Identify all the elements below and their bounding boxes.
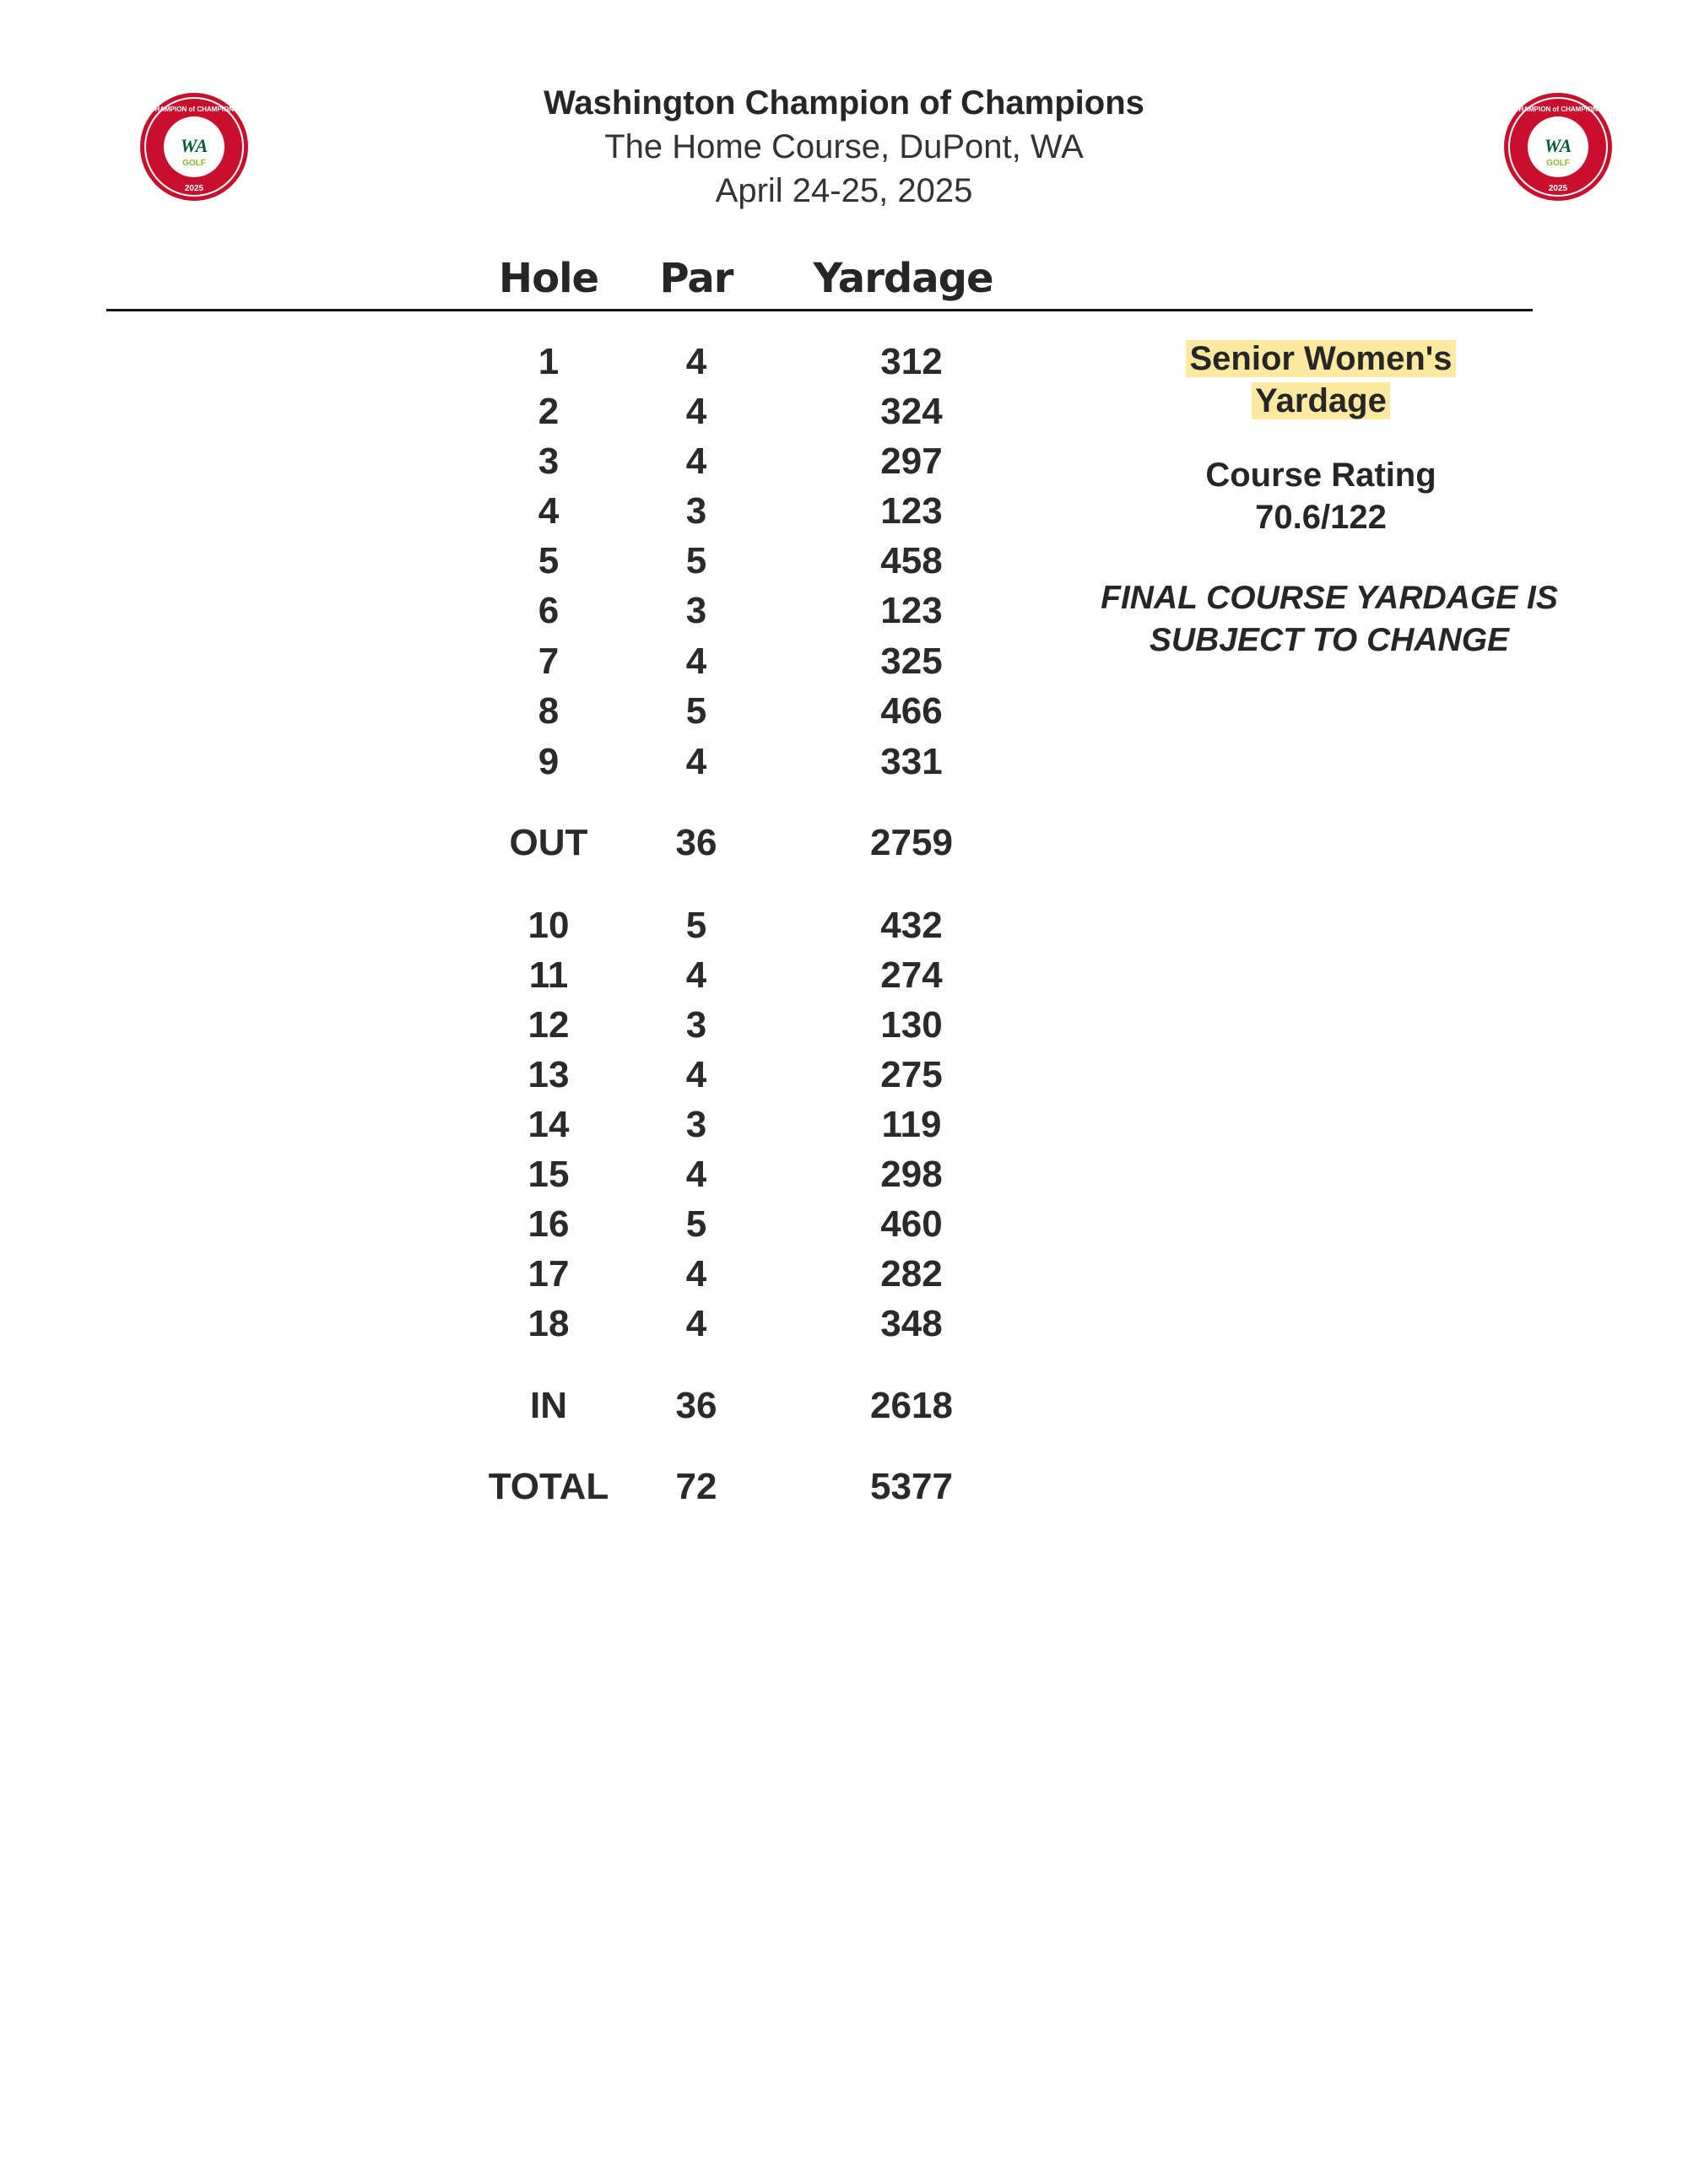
hole-par: 5 bbox=[685, 690, 707, 732]
total-yardage: 5377 bbox=[870, 1466, 953, 1507]
hole-number: 14 bbox=[528, 1104, 570, 1145]
logo-year: 2025 bbox=[184, 184, 204, 193]
hole-par: 5 bbox=[685, 905, 707, 946]
hole-number: 17 bbox=[528, 1253, 570, 1295]
hole-yardage: 331 bbox=[880, 741, 943, 782]
course-rating bbox=[1072, 454, 1570, 538]
in-yardage: 2618 bbox=[870, 1385, 953, 1426]
hole-number: 5 bbox=[538, 540, 560, 581]
hole-yardage: 130 bbox=[880, 1004, 943, 1046]
hole-yardage: 298 bbox=[880, 1154, 943, 1195]
total-par: 72 bbox=[675, 1466, 717, 1507]
course-rating-label: Course Rating bbox=[1205, 457, 1436, 494]
hole-par: 4 bbox=[685, 441, 707, 482]
hole-yardage: 458 bbox=[880, 540, 943, 581]
logo-sub: GOLF bbox=[182, 159, 206, 168]
hole-number: 16 bbox=[528, 1203, 570, 1245]
hole-yardage: 274 bbox=[880, 954, 943, 996]
out-label: OUT bbox=[509, 822, 588, 863]
hole-number: 15 bbox=[528, 1154, 570, 1195]
hole-par: 4 bbox=[685, 1154, 707, 1195]
yardage-notice bbox=[1055, 577, 1604, 662]
hole-number: 11 bbox=[528, 954, 569, 996]
hole-yardage: 123 bbox=[880, 590, 943, 631]
out-par: 36 bbox=[675, 822, 717, 863]
notice-line-2: SUBJECT TO CHANGE bbox=[1149, 622, 1510, 658]
hole-par: 5 bbox=[685, 1203, 707, 1245]
hole-number: 6 bbox=[538, 590, 560, 631]
event-venue: The Home Course, DuPont, WA bbox=[604, 128, 1084, 165]
hole-yardage: 348 bbox=[880, 1303, 943, 1344]
in-label: IN bbox=[530, 1385, 567, 1426]
logo-year: 2025 bbox=[1548, 184, 1568, 193]
hole-par: 4 bbox=[685, 954, 707, 996]
logo-top-text: CHAMPION of CHAMPIONS bbox=[149, 105, 239, 113]
hole-yardage: 123 bbox=[880, 490, 943, 532]
hole-number: 3 bbox=[538, 441, 560, 482]
event-title: Washington Champion of Champions bbox=[544, 84, 1144, 122]
hole-number: 4 bbox=[538, 490, 560, 532]
column-header-yardage: Yardage bbox=[813, 255, 993, 302]
out-yardage: 2759 bbox=[870, 822, 953, 863]
hole-par: 4 bbox=[685, 1253, 707, 1295]
course-rating-value: 70.6/122 bbox=[1255, 499, 1387, 536]
logo-top-text: CHAMPION of CHAMPIONS bbox=[1513, 105, 1603, 113]
hole-par: 4 bbox=[685, 391, 707, 432]
hole-par: 5 bbox=[685, 540, 707, 581]
hole-number: 18 bbox=[528, 1303, 570, 1344]
hole-yardage: 275 bbox=[880, 1054, 943, 1095]
hole-number: 8 bbox=[538, 690, 560, 732]
hole-par: 4 bbox=[685, 1054, 707, 1095]
hole-yardage: 282 bbox=[880, 1253, 943, 1295]
hole-yardage: 312 bbox=[880, 341, 943, 382]
division-label bbox=[1072, 338, 1570, 422]
logo-mark: WA bbox=[1544, 135, 1572, 156]
hole-par: 3 bbox=[685, 1104, 707, 1145]
hole-par: 4 bbox=[685, 1303, 707, 1344]
hole-yardage: 460 bbox=[880, 1203, 943, 1245]
hole-yardage: 324 bbox=[880, 391, 943, 432]
hole-number: 13 bbox=[528, 1054, 570, 1095]
in-par: 36 bbox=[675, 1385, 717, 1426]
logo-mark: WA bbox=[180, 135, 208, 156]
hole-yardage: 297 bbox=[880, 441, 943, 482]
hole-number: 7 bbox=[538, 641, 560, 682]
logo-sub: GOLF bbox=[1546, 159, 1570, 168]
hole-number: 9 bbox=[538, 741, 560, 782]
hole-par: 4 bbox=[685, 641, 707, 682]
hole-yardage: 119 bbox=[881, 1104, 942, 1145]
hole-yardage: 466 bbox=[880, 690, 943, 732]
column-header-par: Par bbox=[659, 255, 733, 302]
hole-par: 3 bbox=[685, 490, 707, 532]
page-header bbox=[0, 81, 1688, 213]
hole-number: 1 bbox=[538, 341, 560, 382]
column-header-hole: Hole bbox=[498, 255, 599, 302]
hole-yardage: 325 bbox=[880, 641, 943, 682]
hole-yardage: 432 bbox=[880, 905, 943, 946]
division-line-2: Yardage bbox=[1252, 382, 1390, 419]
total-label: TOTAL bbox=[488, 1466, 609, 1507]
notice-line-1: FINAL COURSE YARDAGE IS bbox=[1101, 580, 1558, 616]
hole-par: 3 bbox=[685, 1004, 707, 1046]
hole-par: 4 bbox=[685, 741, 707, 782]
hole-par: 4 bbox=[685, 341, 707, 382]
header-divider bbox=[106, 309, 1533, 311]
hole-par: 3 bbox=[685, 590, 707, 631]
hole-number: 12 bbox=[528, 1004, 570, 1046]
division-line-1: Senior Women's bbox=[1186, 340, 1455, 377]
event-dates: April 24-25, 2025 bbox=[715, 172, 973, 209]
hole-number: 10 bbox=[528, 905, 570, 946]
hole-number: 2 bbox=[538, 391, 560, 432]
